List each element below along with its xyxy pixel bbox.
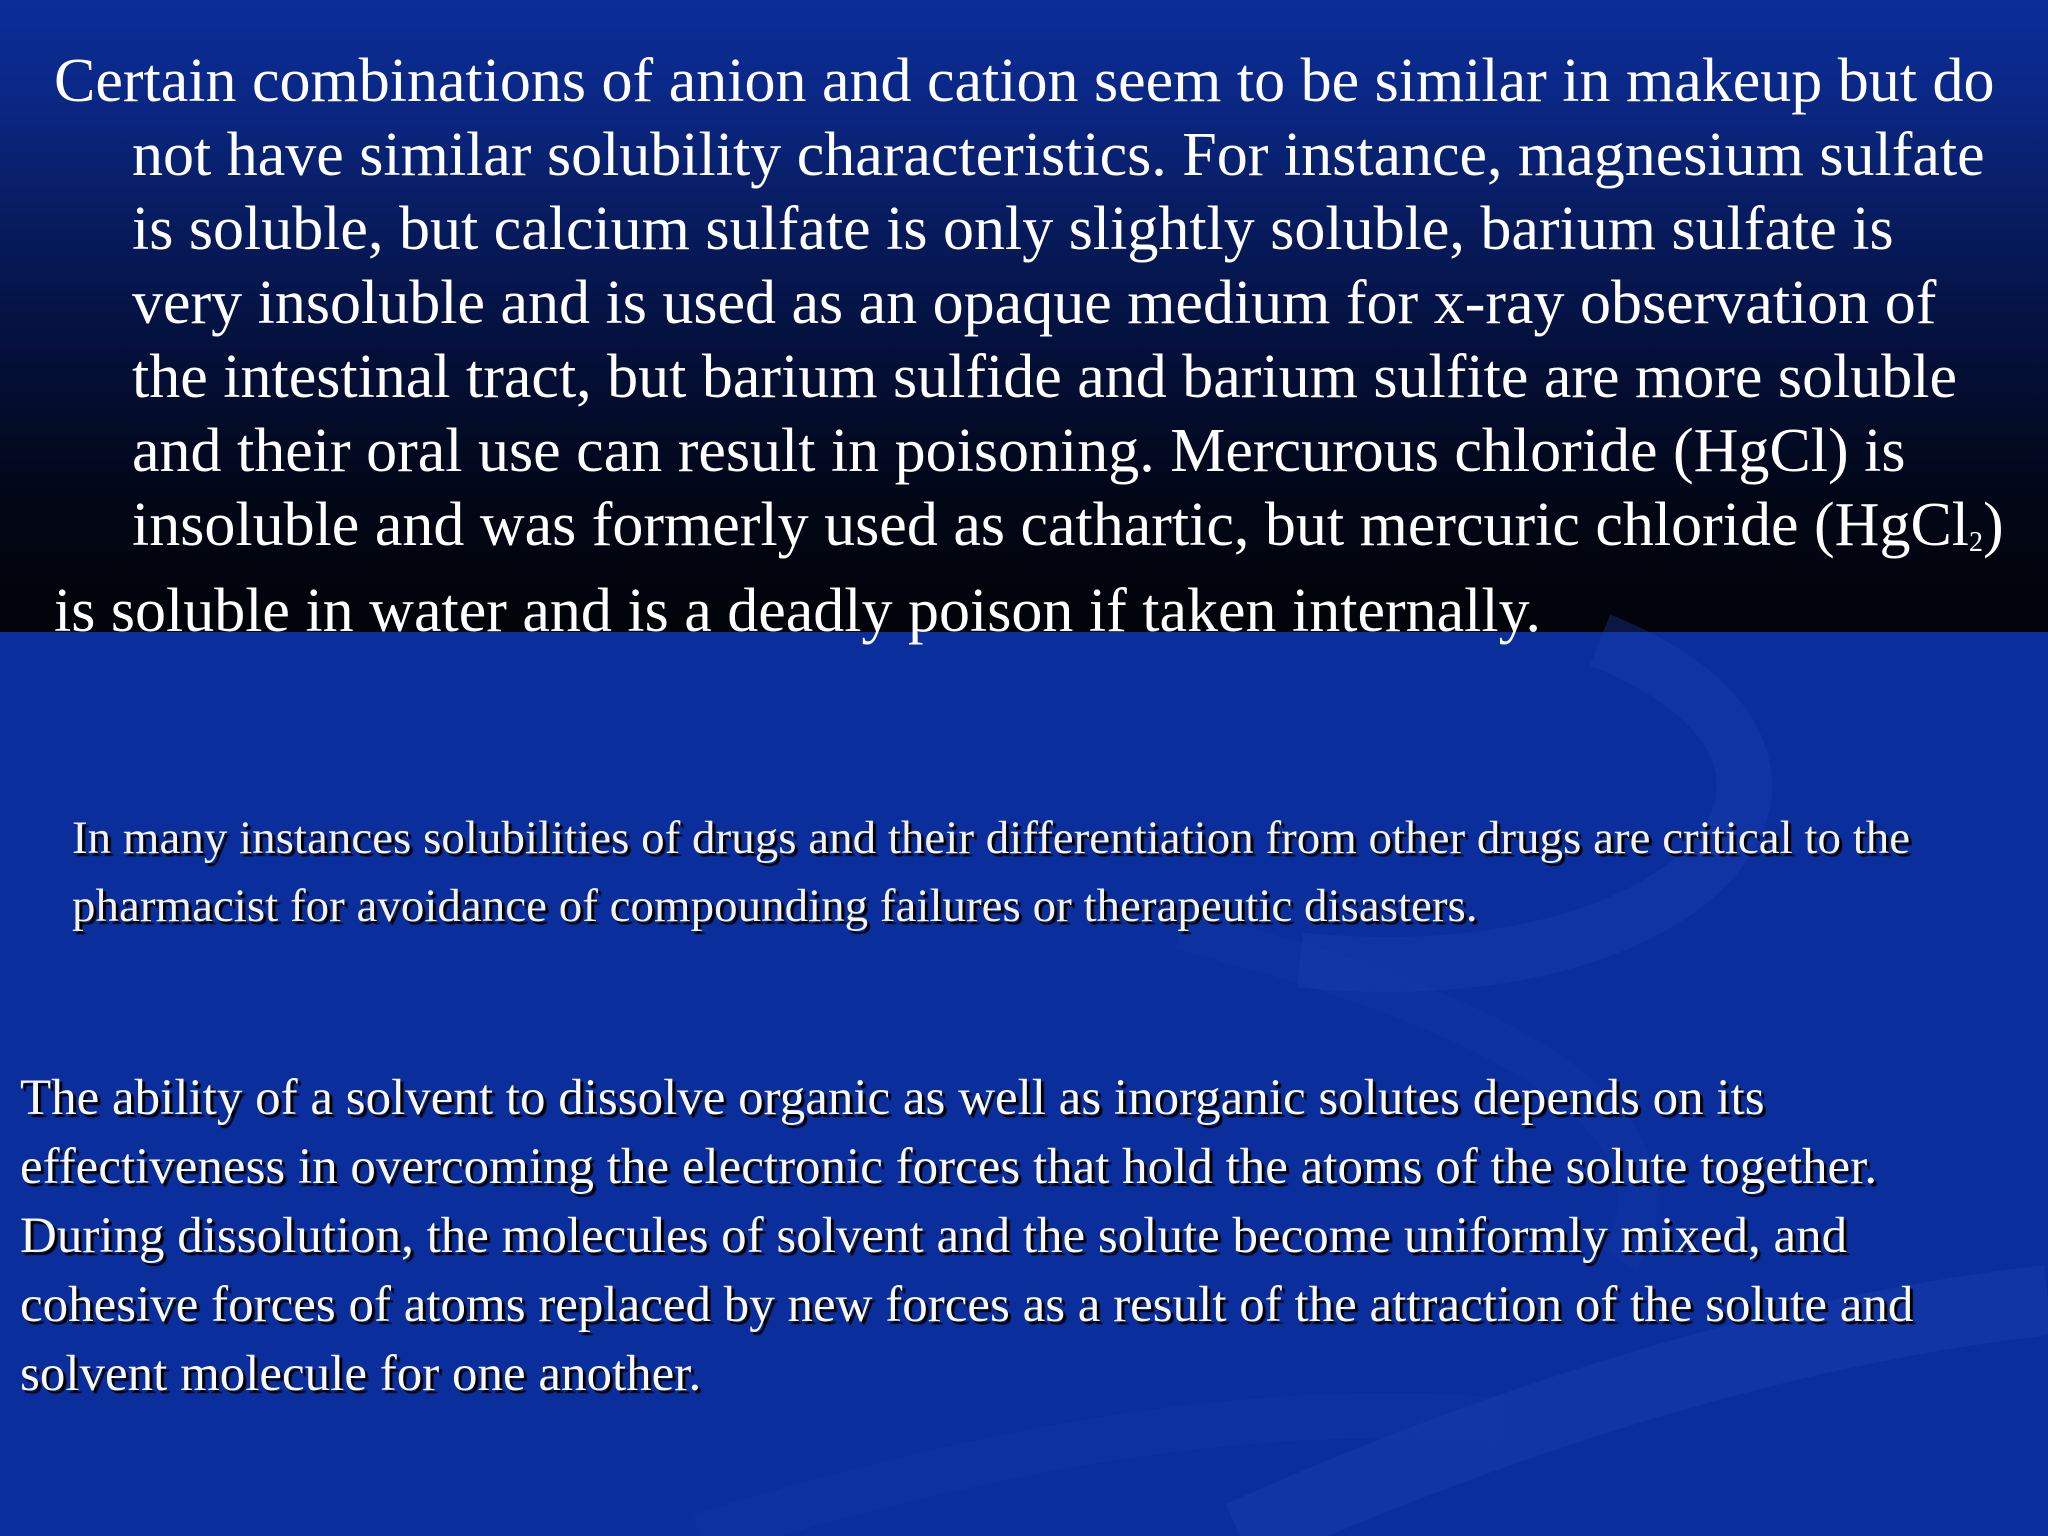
paragraph-1-last-line: is soluble in water and is a deadly poison if taken internally.	[54, 577, 1542, 645]
paragraph-1-close-paren: )	[1983, 491, 2004, 559]
paragraph-solvent-ability: The ability of a solvent to dissolve organic as well as inorganic solutes depends on its effectiveness in overcoming the electronic forces that hold the atoms of the solute together. During dissolution, the molecules of solvent and the solute become uniformly mixed, and cohesive forces of atoms replaced by new forces as a result of the attraction of the solute and solvent molecule for one another.	[20, 1070, 1914, 1402]
paragraph-pharmacist-note: In many instances solubilities of drugs and their differentiation from other drugs are critical to the pharmacist for avoidance of compounding failures or therapeutic disasters.	[72, 812, 1911, 932]
paragraph-1-main-text: Certain combinations of anion and cation seem to be similar in makeup but do not have similar solubility characteristics. For instance, magnesium sulfate is soluble, but calcium sulfate is only slightly soluble, barium sulfate is very insoluble and is used as an opaque medium for x-ray observation of the intestinal tract, but barium sulfide and barium sulfite are more soluble and their oral use can result in poisoning. Mercurous chloride (HgCl) is insoluble and was formerly used as cathartic, but mercuric chloride (HgCl	[54, 47, 1995, 559]
paragraph-solubility-examples	[54, 44, 2014, 648]
formula-subscript: 2	[1969, 527, 1984, 558]
